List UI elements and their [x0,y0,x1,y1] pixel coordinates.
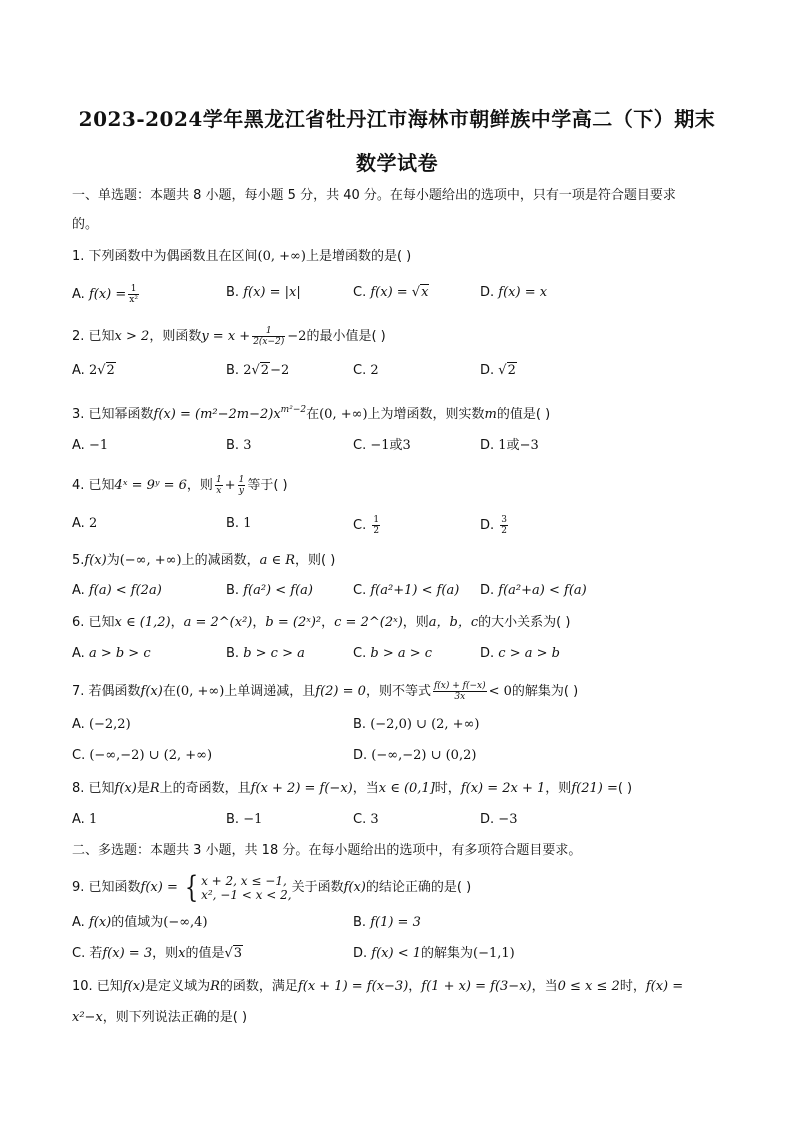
q4-a-expr: 2 [88,516,98,531]
q8-def: f(x) = 2x + 1 [460,781,546,796]
q8-text: 上的奇函数，且 [159,781,251,796]
q3-text: 的值是( ) [496,407,551,422]
q8-a-expr: 1 [88,812,98,827]
q9-d-expr: (−1,1) [473,946,515,961]
denominator: 2 [501,526,508,536]
q4-text: 4. 已知 [72,478,115,493]
question-4-option-d [480,515,510,536]
q4-c-fraction [372,515,380,536]
q7-text: 在 [162,684,176,699]
numerator: 1 [238,475,245,485]
option-label: D. [480,285,495,300]
q5-c-expr: f(a²+1) < f(a) [370,583,460,598]
option-label: B. [226,516,240,531]
option-label: C. [72,946,86,961]
q2-b-coef: 2 [243,363,252,378]
q8-text: 是 [136,781,150,796]
q8-text: ，则 [545,781,572,796]
numerator: f(x) + f(−x) [433,681,486,691]
q9-c-text: 的值是 [185,946,225,961]
q7-fraction [433,681,487,702]
q10-text: 是定义域为 [145,979,211,994]
q2-a-coef: 2 [88,363,98,378]
q10-text: ，当 [531,979,558,994]
q6-text: 的大小关系为( ) [478,615,571,630]
q7-text: 上单调递减，且 [224,684,316,699]
option-label: B. [353,915,367,930]
numerator: 1 [128,284,139,295]
q3-b-expr: 3 [243,438,252,453]
question-3-option-b [226,437,251,455]
q8-c-expr: 3 [370,812,379,827]
option-label: C. [72,748,86,763]
q8-eq: f(x + 2) = f(−x) [250,781,353,796]
q2-func: y = x + [201,329,251,344]
q1-d-expr: f(x) = x [498,285,548,300]
q8-text: ，当 [352,781,379,796]
q10-eq-2: f(1 + x) = f(3−x) [421,979,532,994]
q3-text: 在 [306,407,320,422]
q1-b-expr: f(x) = |x| [243,285,301,300]
q7-func: f(x) [140,684,163,699]
option-label: B. [226,812,240,827]
question-1-option-a [72,284,141,305]
q5-interval: (−∞, +∞) [119,553,182,568]
q8-func: f(x) [114,781,137,796]
option-label: D. [353,946,368,961]
question-3-option-d [480,437,539,455]
q9-text: 的结论正确的是( ) [365,880,472,895]
option-label: B. [226,438,240,453]
q3-exponent: m²−2 [280,405,307,415]
question-8-option-c [353,811,379,829]
q6-a-expr: a > b > c [88,646,151,661]
exam-title-line-1: 2023-2024学年黑龙江省牡丹江市海林市朝鲜族中学高二（下）期末 [78,107,716,131]
question-2-option-d: D. √2 [480,363,516,378]
q7-text: 7. 若偶函数 [72,684,141,699]
q10-text: 的函数，满足 [219,979,298,994]
q4-fraction-1 [215,475,223,496]
q5-text: 为 [106,553,120,568]
question-4-option-c [353,515,382,536]
q10-text: 时， [619,979,646,994]
denominator: x² [129,295,138,305]
q2-a-radicand: 2 [106,363,115,378]
q3-var: m [484,407,497,422]
denominator: y [238,486,244,496]
question-3-option-c [353,437,411,455]
option-label: B. [226,646,240,661]
question-9-option-a [72,914,208,932]
q10-sep: ， [408,979,422,994]
q8-text: 8. 已知 [72,781,115,796]
q6-c-def: c = 2^(2ˣ) [334,615,403,630]
question-4-stem [72,475,288,496]
q4-plus: + [224,478,236,493]
q7-text: ，则不等式 [365,684,431,699]
option-label: B. [226,363,240,378]
q3-d-expr: 1或−3 [498,438,539,453]
q9-a-text: 的值域为 [111,915,164,930]
question-5-option-d [480,582,587,600]
option-label: C. [353,518,367,533]
q6-text: 6. 已知 [72,615,115,630]
question-4-option-a [72,515,97,533]
q4-eq: 4ˣ = 9ʸ = 6 [114,478,187,493]
denominator: 2(x−2) [253,337,285,347]
numerator: 3 [501,515,508,525]
q3-text: 3. 已知幂函数 [72,407,154,422]
question-4-option-b [226,515,251,533]
q9-a-func: f(x) [88,915,112,930]
q1-c-expr: f(x) = [370,285,408,300]
question-9-option-b [353,914,421,932]
q3-c-expr: −1或3 [370,438,411,453]
option-label: C. [353,285,367,300]
option-label: D. [480,646,495,661]
option-label: D. [480,583,495,598]
q2-c-expr: 2 [370,363,379,378]
q4-fraction-2 [238,475,246,496]
q6-text: ，则 [402,615,429,630]
question-6-option-d [480,645,560,663]
numerator: 1 [373,515,380,525]
q2-text: ，则函数 [149,329,202,344]
option-label: C. [353,812,367,827]
option-label: C. [353,363,367,378]
option-label: A. [72,516,85,531]
q2-d-radicand: 2 [507,363,516,378]
denominator: 2 [373,526,380,536]
q6-d-expr: c > a > b [498,646,560,661]
q6-cond: x ∈ (1,2) [114,615,171,630]
q2-b-radicand: 2 [260,363,270,378]
question-8-option-a [72,811,97,829]
q9-text: 关于函数 [291,880,344,895]
q9-brace: { [184,869,199,905]
question-9-option-d [353,945,515,963]
option-label: A. [72,438,85,453]
q9-lhs: f(x) = [140,880,178,895]
question-2-option-a: A. 2√2 [72,363,115,378]
q10-def-lhs: f(x) = [645,979,684,994]
q5-func: f(x) [84,553,107,568]
q7-cond: f(2) = 0 [315,684,366,699]
numerator: 1 [215,475,222,485]
q4-text: 等于( ) [247,478,288,493]
section-2-intro: 二、多选题：本题共 3 小题，共 18 分。在每小题给出的选项中，有多项符合题目要求。 [72,843,582,858]
option-label: B. [226,285,240,300]
option-label: D. [480,518,495,533]
question-5-stem [72,552,335,570]
q3-interval: (0, +∞) [319,407,368,422]
q5-a-expr: f(a) < f(2a) [88,583,162,598]
q1-text: 1. 下列函数中为偶函数且在区间 [72,249,258,264]
question-7-option-d [353,747,476,765]
q6-a-def: a = 2^(x²) [183,615,253,630]
q9-cases [201,874,291,902]
question-2-option-b: B. 2√2−2 [226,363,290,378]
q7-text: 的解集为( ) [511,684,579,699]
q5-cond: a ∈ R [259,553,296,568]
q9-b-expr: f(1) = 3 [370,915,421,930]
question-1-option-c: C. f(x) = √x [353,285,429,300]
question-7-option-b [353,716,479,734]
option-label: D. [480,363,495,378]
section-1-intro-cont: 的。 [72,217,99,232]
q5-b-expr: f(a²) < f(a) [243,583,313,598]
option-label: A. [72,915,85,930]
section-1-intro: 一、单选题：本题共 8 小题，每小题 5 分，共 40 分。在每小题给出的选项中，只有一项是符合题目要求 [72,188,676,203]
q6-b-def: b = (2ˣ)² [265,615,322,630]
q1-interval: (0, +∞) [257,249,306,264]
q7-relation: < 0 [488,684,512,699]
q1-a-expr: f(x) = [88,287,127,302]
denominator: 3x [454,692,466,702]
q10-text: 10. 已知 [72,979,123,994]
question-5-option-c [353,582,459,600]
question-5-option-b [226,582,313,600]
q2-fraction [252,326,285,347]
q6-vars: a，b，c [428,615,479,630]
q4-text: ，则 [186,478,213,493]
question-9-stem [72,871,471,905]
q9-d-text: 的解集为 [421,946,474,961]
numerator: 1 [252,326,285,337]
q7-a-expr: (−2,2) [88,717,131,732]
q3-a-expr: −1 [88,438,109,453]
option-label: A. [72,583,85,598]
q10-def-rhs: x²−x [72,1010,103,1025]
question-6-option-c [353,645,432,663]
option-label: D. [353,748,368,763]
q1-text: 上是增函数的是( ) [305,249,412,264]
question-8-option-d [480,811,517,829]
q2-text: 2. 已知 [72,329,115,344]
q8-text: ( ) [617,781,633,796]
q2-text: 的最小值是( ) [306,329,386,344]
q2-tail: −2 [287,329,307,344]
q5-d-expr: f(a²+a) < f(a) [498,583,587,598]
q7-b-expr: (−2,0) ∪ (2, +∞) [370,717,480,732]
q7-c-expr: (−∞,−2) ∪ (2, +∞) [89,748,213,763]
question-1-option-d [480,284,547,302]
option-label: B. [353,717,367,732]
option-label: C. [353,583,367,598]
q9-text: 9. 已知函数 [72,880,141,895]
q10-func: f(x) [122,979,146,994]
q7-interval: (0, +∞) [175,684,225,699]
q9-case-2: x², −1 < x < 2, [201,887,292,902]
q1-a-fraction [128,284,139,305]
q10-real-set: R [210,979,220,994]
question-8-stem [72,780,632,798]
question-2-option-c [353,362,379,380]
question-9-option-c: C. 若f(x) = 3，则x的值是√3 [72,946,243,961]
q9-c-var: x [178,946,186,961]
q9-c-cond: f(x) = 3 [102,946,153,961]
option-label: A. [72,646,85,661]
q3-func: f(x) = (m²−2m−2)x [153,407,281,422]
question-6-stem: 6. 已知x ∈ (1,2)，a = 2^(x²)，b = (2ˣ)²，c = 2^(2ˣ)，则a，b，c的大小关系为( ) [72,615,571,630]
q6-b-expr: b > c > a [243,646,305,661]
q9-c-text: 若 [89,946,103,961]
question-7-stem [72,681,578,702]
question-3-option-a [72,437,108,455]
option-label: B. [226,583,240,598]
question-7-option-a [72,716,131,734]
option-label: A. [72,717,85,732]
q4-b-expr: 1 [243,516,252,531]
question-7-option-c [72,747,212,765]
denominator: x [216,486,222,496]
option-label: D. [480,438,495,453]
q1-c-radicand: x [421,285,429,300]
option-label: A. [72,287,85,302]
question-1-stem [72,248,411,266]
question-6-option-b [226,645,305,663]
question-5-option-a [72,582,162,600]
question-3-stem [72,401,550,424]
q7-d-expr: (−∞,−2) ∪ (0,2) [371,748,477,763]
option-label: C. [353,438,367,453]
q9-d-ineq: f(x) < 1 [371,946,422,961]
q6-text: ， [170,615,184,630]
q4-d-fraction [500,515,508,536]
q3-text: 上为增函数，则实数 [367,407,485,422]
q9-a-expr: (−∞,4) [163,915,208,930]
q9-c-radicand: 3 [233,946,243,961]
option-label: A. [72,363,85,378]
q6-c-expr: b > a > c [370,646,433,661]
q8-text: 时， [434,781,461,796]
q5-text: ，则( ) [295,553,336,568]
q5-text: 5. [72,553,85,568]
q9-case-1: x + 2, x ≤ −1, [201,873,287,888]
q8-real-set: R [149,781,160,796]
q8-ask: f(21) = [571,781,618,796]
option-label: A. [72,812,85,827]
q8-b-expr: −1 [243,812,263,827]
exam-title-line-2: 数学试卷 [356,151,438,175]
question-2-stem [72,326,386,347]
q9-c-text: ，则 [152,946,179,961]
question-6-option-a [72,645,151,663]
q9-func: f(x) [343,880,366,895]
q10-cond: 0 ≤ x ≤ 2 [557,979,620,994]
option-label: C. [353,646,367,661]
q2-cond: x > 2 [114,329,150,344]
q10-text: ，则下列说法正确的是( ) [102,1010,248,1025]
question-10-stem-cont [72,1009,247,1027]
q5-text: 上的减函数， [181,553,260,568]
question-8-option-b [226,811,262,829]
q10-eq-1: f(x + 1) = f(x−3) [297,979,409,994]
q8-d-expr: −3 [498,812,518,827]
question-10-stem [72,978,683,996]
q8-cond: x ∈ (0,1] [378,781,435,796]
question-1-option-b [226,284,301,302]
option-label: D. [480,812,495,827]
q2-b-tail: −2 [270,363,290,378]
